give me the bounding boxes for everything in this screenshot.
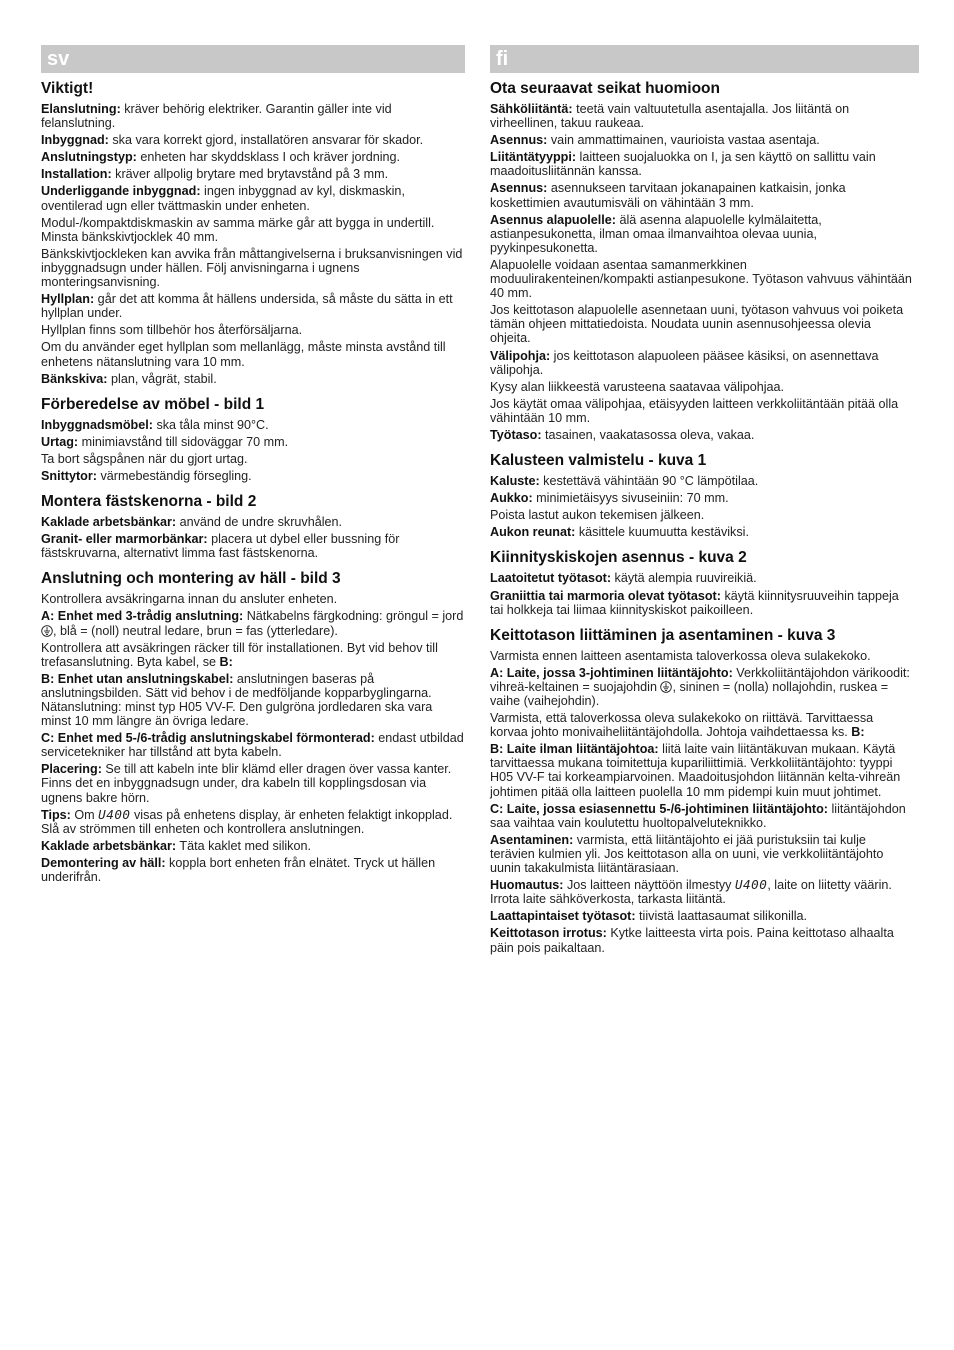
- paragraph-text: tiivistä laattasaumat silikonilla.: [635, 909, 808, 924]
- paragraph: [490, 428, 914, 442]
- display-code: U400: [98, 806, 131, 822]
- paragraph-text: koppla bort enheten från elnätet. Tryck ut hällen underifrån.: [41, 855, 436, 885]
- paragraph: [41, 323, 465, 337]
- paragraph: [490, 474, 914, 488]
- paragraph-text: Kontrollera avsäkringarna innan du ansluter enheten.: [41, 592, 338, 607]
- term-label: Asennus:: [490, 133, 548, 148]
- paragraph-text: ska vara korrekt gjord, installatören ansvarar för skador.: [108, 133, 424, 148]
- paragraph-text: jos keittotason alapuoleen pääsee käsiksi, on asennettava välipohja.: [490, 348, 879, 377]
- paragraph: [41, 609, 465, 637]
- paragraph-text: kräver allpolig brytare med brytavstånd på 3 mm.: [111, 167, 389, 182]
- paragraph-text: Jos käytät omaa välipohjaa, etäisyyden laitteen verkkoliitäntään pitää olla vähintään 10 mm.: [490, 396, 899, 425]
- language-header-sv: sv: [41, 45, 465, 73]
- paragraph-text: , laite on liitetty väärin. Irrota laite sähköverkosta, tarkasta liitäntä.: [490, 878, 892, 907]
- paragraph-text: Ta bort sågspånen när du gjort urtag.: [41, 451, 248, 466]
- paragraph: [41, 592, 465, 606]
- paragraph-text: tasainen, vaakatasossa oleva, vakaa.: [541, 427, 755, 442]
- paragraph-text: Varmista, että taloverkossa oleva sulakekoko on riittävä. Tarvittaessa korvaa johto monivaiheliitäntäjohdolla. Johtoja vaihdettaessa ks.: [490, 711, 874, 740]
- term-label: C: Enhet med 5-/6-trådig anslutningskabel förmonterad:: [41, 731, 375, 746]
- finnish-column: [490, 45, 914, 958]
- term-label: Underliggande inbyggnad:: [41, 184, 201, 199]
- paragraph-text: Modul-/kompaktdiskmaskin av samma märke går att bygga in undertill. Minsta bänkskivtjocklek 40 mm.: [41, 215, 435, 244]
- paragraph: [490, 133, 914, 147]
- section-heading: Keittotason liittäminen ja asentaminen - kuva 3: [490, 626, 836, 644]
- term-label: Bänkskiva:: [41, 371, 108, 386]
- paragraph: [490, 711, 914, 739]
- paragraph-text: placera ut dybel eller bussning för fästskruvarna, alternativt limma fast fästskenorna.: [41, 532, 400, 561]
- paragraph: [41, 167, 465, 181]
- paragraph-text: Alapuolelle voidaan asentaa samanmerkkinen moduulirakenteinen/kompakti astianpesukone. Työtason vahvuus vähintään 40 mm.: [490, 257, 912, 301]
- term-label: Kaklade arbetsbänkar:: [41, 515, 177, 530]
- paragraph: [490, 742, 914, 798]
- term-label: Aukon reunat:: [490, 525, 576, 540]
- paragraph: [41, 247, 465, 289]
- paragraph-text: liitäntäjohdon saa vaihtaa vain koulutettu huoltopalveluteknikko.: [490, 801, 906, 830]
- term-label: Installation:: [41, 167, 112, 182]
- paragraph-text: Jos laitteen näyttöön ilmestyy: [563, 878, 735, 893]
- paragraph-text: kestettävä vähintään 90 °C lämpötilaa.: [539, 474, 759, 489]
- term-label: A: Enhet med 3-trådig anslutning:: [41, 609, 244, 624]
- paragraph: [41, 515, 465, 529]
- term-label: Laattapintaiset työtasot:: [490, 909, 636, 924]
- paragraph: [490, 589, 914, 617]
- paragraph: [490, 181, 914, 209]
- term-label: Snittytor:: [41, 468, 97, 483]
- paragraph: [490, 102, 914, 130]
- paragraph-text: käsittele kuumuutta kestäviksi.: [575, 525, 749, 540]
- paragraph-text: Se till att kabeln inte blir klämd eller dragen över vassa kanter. Finns det en inbyggnadsugn under, dra kabeln till kopplingsdosan via ugnens bakre hörn.: [41, 762, 452, 805]
- paragraph-text: Kysy alan liikkeestä varusteena saatavaa välipohjaa.: [490, 379, 785, 394]
- paragraph-text: plan, vågrät, stabil.: [107, 371, 217, 386]
- paragraph-text: enheten har skyddsklass I och kräver jordning.: [136, 150, 401, 165]
- paragraph: [41, 856, 465, 884]
- term-label: B: Laite ilman liitäntäjohtoa:: [490, 742, 659, 757]
- term-label: Laatoitetut työtasot:: [490, 571, 612, 586]
- paragraph: [490, 349, 914, 377]
- display-code: U400: [734, 877, 768, 893]
- paragraph-text: vain ammattimainen, vaurioista vastaa asentaja.: [547, 133, 820, 148]
- paragraph: [41, 292, 465, 320]
- term-label: Inbyggnad:: [41, 133, 109, 148]
- term-label: Keittotason irrotus:: [490, 926, 607, 941]
- term-label: C: Laite, jossa esiasennettu 5-/6-johtiminen liitäntäjohto:: [490, 801, 828, 816]
- paragraph-text: Täta kaklet med silikon.: [176, 838, 311, 853]
- paragraph: [490, 802, 914, 830]
- paragraph: [490, 833, 914, 875]
- term-label: Urtag:: [41, 434, 79, 449]
- paragraph-text: laitteen suojaluokka on I, ja sen käyttö on sallittu vain maadoitusliitännän kanssa.: [490, 150, 876, 179]
- paragraph: [41, 469, 465, 483]
- paragraph-text: använd de undre skruvhålen.: [176, 515, 343, 530]
- paragraph: [490, 150, 914, 178]
- term-label: Asentaminen:: [490, 832, 574, 847]
- term-label: Tips:: [41, 807, 71, 822]
- term-label: Elanslutning:: [41, 102, 121, 116]
- ground-symbol-icon: [660, 681, 672, 693]
- term-label: Työtaso:: [490, 427, 542, 442]
- paragraph: [41, 372, 465, 386]
- paragraph-text: Om du använder eget hyllplan som mellanlägg, måste minsta avstånd till enhetens nätanslutning vara 10 mm.: [41, 340, 446, 369]
- paragraph: [41, 102, 465, 130]
- paragraph-text: varmista, että liitäntäjohto ei jää puristuksiin tai kulje terävien kulmien yli. Jos keittotason alla on uuni, vie verkkoliitäntäjohto uunin takakulmista liitäntärasiaan.: [490, 832, 884, 876]
- term-label: Anslutningstyp:: [41, 150, 137, 165]
- paragraph: [41, 150, 465, 164]
- paragraph-text: Poista lastut aukon tekemisen jälkeen.: [490, 508, 705, 523]
- paragraph: [490, 213, 914, 255]
- term-label: Huomautus:: [490, 878, 564, 893]
- paragraph: [490, 571, 914, 585]
- paragraph: [41, 641, 465, 669]
- paragraph: [41, 340, 465, 368]
- paragraph: [41, 839, 465, 853]
- section-heading: Viktigt!: [41, 80, 94, 97]
- swedish-column: [41, 45, 465, 887]
- paragraph-text: Om: [70, 807, 99, 822]
- paragraph: [490, 397, 914, 425]
- term-label: Välipohja:: [490, 348, 551, 363]
- paragraph: [41, 672, 465, 728]
- paragraph-text: värmebeständig försegling.: [96, 468, 252, 483]
- paragraph-text: anslutningen baseras på anslutningsbilden. Sätt vid behov i de medföljande kopparbyglingarna. Nätanslutning: minst typ H05 VV-F. Den gulgröna jordledaren ska vara minst 10 mm längre än övriga ledare.: [41, 671, 433, 729]
- reference-label: B:: [219, 654, 233, 669]
- paragraph: [41, 418, 465, 432]
- paragraph: [490, 649, 914, 663]
- paragraph-text: asennukseen tarvitaan jokanapainen katkaisin, jonka koskettimien avautumisväli on vähintään 3 mm.: [490, 181, 846, 210]
- section-heading: Kiinnityskiskojen asennus - kuva 2: [490, 549, 747, 567]
- paragraph: [490, 491, 914, 505]
- sections-sv: [41, 80, 465, 884]
- term-label: Asennus:: [490, 181, 548, 196]
- paragraph-text: Verkkoliitäntäjohdon värikoodit: vihreä-keltainen = suojajohdin: [490, 665, 910, 694]
- section-heading: Kalusteen valmistelu - kuva 1: [490, 452, 707, 470]
- paragraph-text: käytä kiinnitysruuveihin tappeja tai holkkeja tai liimaa kiinnityskiskot paikoilleen.: [490, 588, 899, 617]
- paragraph: [490, 926, 914, 954]
- sections-fi: [490, 80, 914, 955]
- paragraph: [41, 133, 465, 147]
- paragraph: [490, 380, 914, 394]
- paragraph-text: Varmista ennen laitteen asentamista taloverkossa oleva sulakekoko.: [490, 648, 871, 663]
- paragraph-text: Jos keittotason alapuolelle asennetaan uuni, työtason vahvuus voi poiketa tämän ohjeen mittatiedoista. Noudata uunin asennusohjeessa olevia ohjeita.: [490, 303, 904, 346]
- paragraph-text: Bänkskivtjockleken kan avvika från måttangivelserna i bruksanvisningen vid inbyggnadsugn under hällen. Följ anvisningarna i ugnens monteringsanvisning.: [41, 246, 463, 290]
- term-label: Inbyggnadsmöbel:: [41, 417, 153, 432]
- paragraph: [41, 762, 465, 804]
- section-heading: Förberedelse av möbel - bild 1: [41, 395, 265, 413]
- language-header-fi: fi: [490, 45, 919, 73]
- paragraph-text: Hyllplan finns som tillbehör hos återförsäljarna.: [41, 323, 303, 338]
- paragraph: [41, 184, 465, 212]
- paragraph-text: ingen inbyggnad av kyl, diskmaskin, oventilerad ugn eller tvättmaskin under enheten.: [41, 184, 405, 213]
- paragraph: [41, 435, 465, 449]
- paragraph-text: älä asenna alapuolelle kylmälaitetta, astianpesukonetta, ilman omaa ilmanvaihtoa olevaa uunia, pyykinpesukonetta.: [490, 212, 822, 255]
- paragraph-text: Nätkabelns färgkodning: gröngul = jord: [243, 609, 464, 624]
- paragraph: [490, 508, 914, 522]
- section-heading: Montera fästskenorna - bild 2: [41, 493, 257, 511]
- term-label: A: Laite, jossa 3-johtiminen liitäntäjohto:: [490, 665, 733, 680]
- term-label: Demontering av häll:: [41, 855, 166, 870]
- ground-symbol-icon: [41, 625, 53, 637]
- paragraph: [490, 909, 914, 923]
- term-label: Liitäntätyyppi:: [490, 150, 577, 165]
- section-heading: Ota seuraavat seikat huomioon: [490, 80, 720, 97]
- paragraph: [41, 216, 465, 244]
- term-label: Aukko:: [490, 491, 533, 506]
- paragraph-text: liitä laite vain liitäntäkuvan mukaan. Käytä tarvittaessa mukana toimitettuja kupariliittimiä. Verkkoliitäntäjohto: tyyppi H05 VV-F tai korkeampiarvoinen. Maadoitusjohdon liitännän kelta-vihreän johtimen pitää olla laitteen puolella 10 mm pidempi kuin muut johtimet.: [490, 742, 901, 799]
- paragraph-text: minimiavstånd till sidoväggar 70 mm.: [78, 434, 289, 449]
- term-label: Granit- eller marmorbänkar:: [41, 532, 208, 547]
- paragraph: [41, 731, 465, 759]
- term-label: Graniittia tai marmoria olevat työtasot:: [490, 588, 721, 603]
- paragraph-text: Kontrollera att avsäkringen räcker till för installationen. Byt vid behov till trefasanslutning. Byta kabel, se: [41, 640, 438, 669]
- paragraph-text: , blå = (noll) neutral ledare, brun = fas (ytterledare).: [53, 623, 338, 638]
- term-label: Kaluste:: [490, 474, 540, 489]
- paragraph-text: minimietäisyys sivuseiniin: 70 mm.: [532, 491, 729, 506]
- paragraph-text: ska tåla minst 90°C.: [152, 417, 269, 432]
- reference-label: B:: [851, 725, 865, 740]
- paragraph: [41, 452, 465, 466]
- paragraph-text: går det att komma åt hällens undersida, så måste du sätta in ett hyllplan under.: [41, 292, 453, 321]
- section-heading: Anslutning och montering av häll - bild 3: [41, 570, 341, 588]
- term-label: Placering:: [41, 762, 102, 777]
- paragraph-text: visas på enhetens display, är enheten felaktigt inkopplad. Slå av strömmen till enheten och kontrollera anslutningen.: [41, 807, 453, 836]
- paragraph: [490, 258, 914, 300]
- paragraph: [490, 303, 914, 345]
- term-label: Kaklade arbetsbänkar:: [41, 838, 177, 853]
- paragraph: [490, 525, 914, 539]
- paragraph-text: Kytke laitteesta virta pois. Paina keittotaso alhaalta päin pois paikaltaan.: [490, 926, 894, 955]
- term-label: Asennus alapuolelle:: [490, 212, 616, 227]
- paragraph: [490, 878, 914, 906]
- paragraph-text: kräver behörig elektriker. Garantin gäller inte vid felanslutning.: [41, 102, 392, 131]
- paragraph-text: endast utbildad servicetekniker har tillstånd att byta kabeln.: [41, 731, 464, 760]
- paragraph-text: teetä vain valtuutetulla asentajalla. Jos liitäntä on virheellinen, takuu raukeaa.: [490, 102, 850, 131]
- paragraph-text: , sininen = (nolla) nollajohdin, ruskea = vaihe (vaihejohdin).: [490, 679, 889, 708]
- paragraph-text: käytä alempia ruuvireikiä.: [611, 571, 757, 586]
- term-label: Sähköliitäntä:: [490, 102, 573, 116]
- paragraph: [41, 532, 465, 560]
- term-label: B: Enhet utan anslutningskabel:: [41, 671, 234, 686]
- paragraph: [490, 666, 914, 708]
- paragraph: [41, 808, 465, 836]
- term-label: Hyllplan:: [41, 292, 95, 307]
